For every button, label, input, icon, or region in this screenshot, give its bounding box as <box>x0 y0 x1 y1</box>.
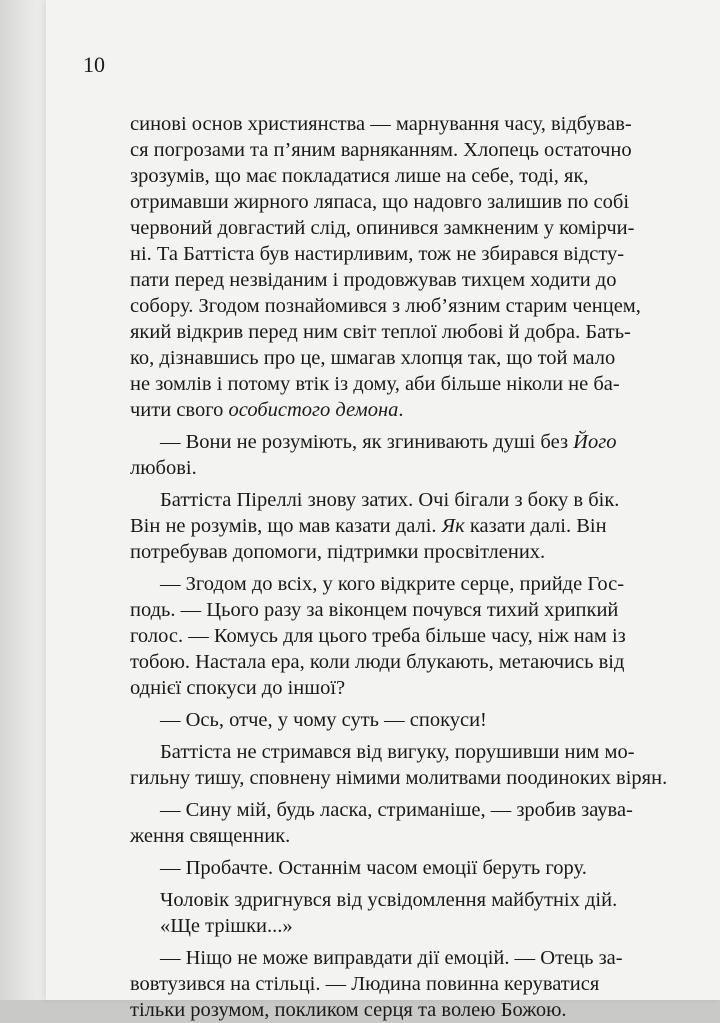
text-segment: тобою. Настала ера, коли люди блукають, метаючись від <box>130 651 625 673</box>
text-line <box>130 189 630 215</box>
text-segment: Баттіста Піреллі знову затих. Очі бігали з боку в бік. <box>160 489 620 511</box>
text-line <box>130 571 625 597</box>
text-segment: — Пробачте. Останнім часом емоції беруть гору. <box>160 857 587 879</box>
text-segment: чити свого <box>130 399 224 421</box>
text-line <box>130 797 633 823</box>
text-line <box>130 345 616 371</box>
text-line <box>130 111 632 137</box>
text-line <box>130 707 582 733</box>
text-line <box>130 137 632 163</box>
italic-segment: Його <box>573 431 617 453</box>
text-segment: «Ще трішки...» <box>160 915 293 937</box>
text-line <box>130 215 635 241</box>
italic-segment: особистого демона <box>228 399 399 421</box>
text-segment: любові. <box>130 457 197 479</box>
text-line <box>130 371 620 397</box>
text-segment: . <box>398 399 404 421</box>
text-line <box>130 739 635 765</box>
text-line <box>130 913 582 939</box>
text-segment: однієї спокуси до іншої? <box>130 677 346 699</box>
text-segment: — Вони не розуміють, як згинивають душі без <box>160 431 569 453</box>
text-line <box>130 293 641 319</box>
text-segment: Він не розумів, що мав казати далі. <box>130 515 437 537</box>
text-line <box>130 945 623 971</box>
text-line <box>130 887 618 913</box>
text-segment: казати далі. Він <box>464 515 607 537</box>
text-line <box>130 429 617 455</box>
text-line <box>130 163 589 189</box>
text-segment: вовтузився на стільці. — Людина повинна керуватися <box>130 973 600 995</box>
text-segment: подь. — Цього разу за віконцем почувся тихий хрипкий <box>130 599 619 621</box>
text-segment: ження священник. <box>130 825 291 847</box>
text-line <box>130 455 582 481</box>
text-line <box>130 241 625 267</box>
text-line <box>130 597 619 623</box>
text-segment: синові основ християнства — марнування часу, відбував- <box>130 113 632 135</box>
italic-segment: Як <box>441 515 465 537</box>
text-segment: зрозумів, що має покладатися лише на себе, тоді, як, <box>130 165 589 187</box>
text-segment: — Ось, отче, у чому суть — спокуси! <box>160 709 487 731</box>
text-line <box>130 397 582 423</box>
text-segment: собору. Згодом познайомився з люб’язним старим ченцем, <box>130 295 641 317</box>
text-line <box>130 649 625 675</box>
text-segment: голос. — Комусь для цього треба більше часу, ніж нам із <box>130 625 626 647</box>
text-line <box>130 539 582 565</box>
text-line <box>130 487 620 513</box>
body-text <box>130 111 668 1023</box>
text-segment: тільки розумом, покликом серця та волею Божою. <box>130 999 567 1021</box>
text-segment: ко, дізнавшись про це, шмагав хлопця так, що той мало <box>130 347 616 369</box>
text-segment: — Сину мій, будь ласка, стриманіше, — зробив заува- <box>160 799 633 821</box>
text-segment: Чоловік здригнувся від усвідомлення майбутніх дій. <box>160 889 618 911</box>
text-segment: який відкрив перед ним світ теплої любові й добра. Бать- <box>130 321 631 343</box>
text-line <box>130 267 617 293</box>
text-segment: потребував допомоги, підтримки просвітлених. <box>130 541 546 563</box>
text-segment: — Ніщо не може виправдати дії емоцій. — Отець за- <box>160 947 623 969</box>
text-segment: гильну тишу, сповнену німими молитвами поодиноких вірян. <box>130 767 668 789</box>
text-line <box>130 971 600 997</box>
text-segment: — Згодом до всіх, у кого відкрите серце, прийде Гос- <box>160 573 625 595</box>
text-segment: отримавши жирного ляпаса, що надовго залишив по собі <box>130 191 630 213</box>
page-number: 10 <box>83 52 105 77</box>
text-line <box>130 855 587 881</box>
text-line <box>130 319 631 345</box>
text-segment: пати перед незвіданим і продовжував тихцем ходити до <box>130 269 617 291</box>
text-line <box>130 623 626 649</box>
text-segment: Баттіста не стримався від вигуку, порушивши ним мо- <box>160 741 635 763</box>
text-line <box>130 765 668 791</box>
text-segment: ні. Та Баттіста був настирливим, тож не збирався відсту- <box>130 243 625 265</box>
text-segment: не зомлів і потому втік із дому, аби більше ніколи не ба- <box>130 373 620 395</box>
text-line <box>130 675 582 701</box>
text-segment: ся погрозами та п’яним варняканням. Хлопець остаточно <box>130 139 632 161</box>
text-segment: червоний довгастий слід, опинився замкненим у комірчи- <box>130 217 635 239</box>
text-line <box>130 513 607 539</box>
text-line <box>130 997 582 1023</box>
text-line <box>130 823 582 849</box>
